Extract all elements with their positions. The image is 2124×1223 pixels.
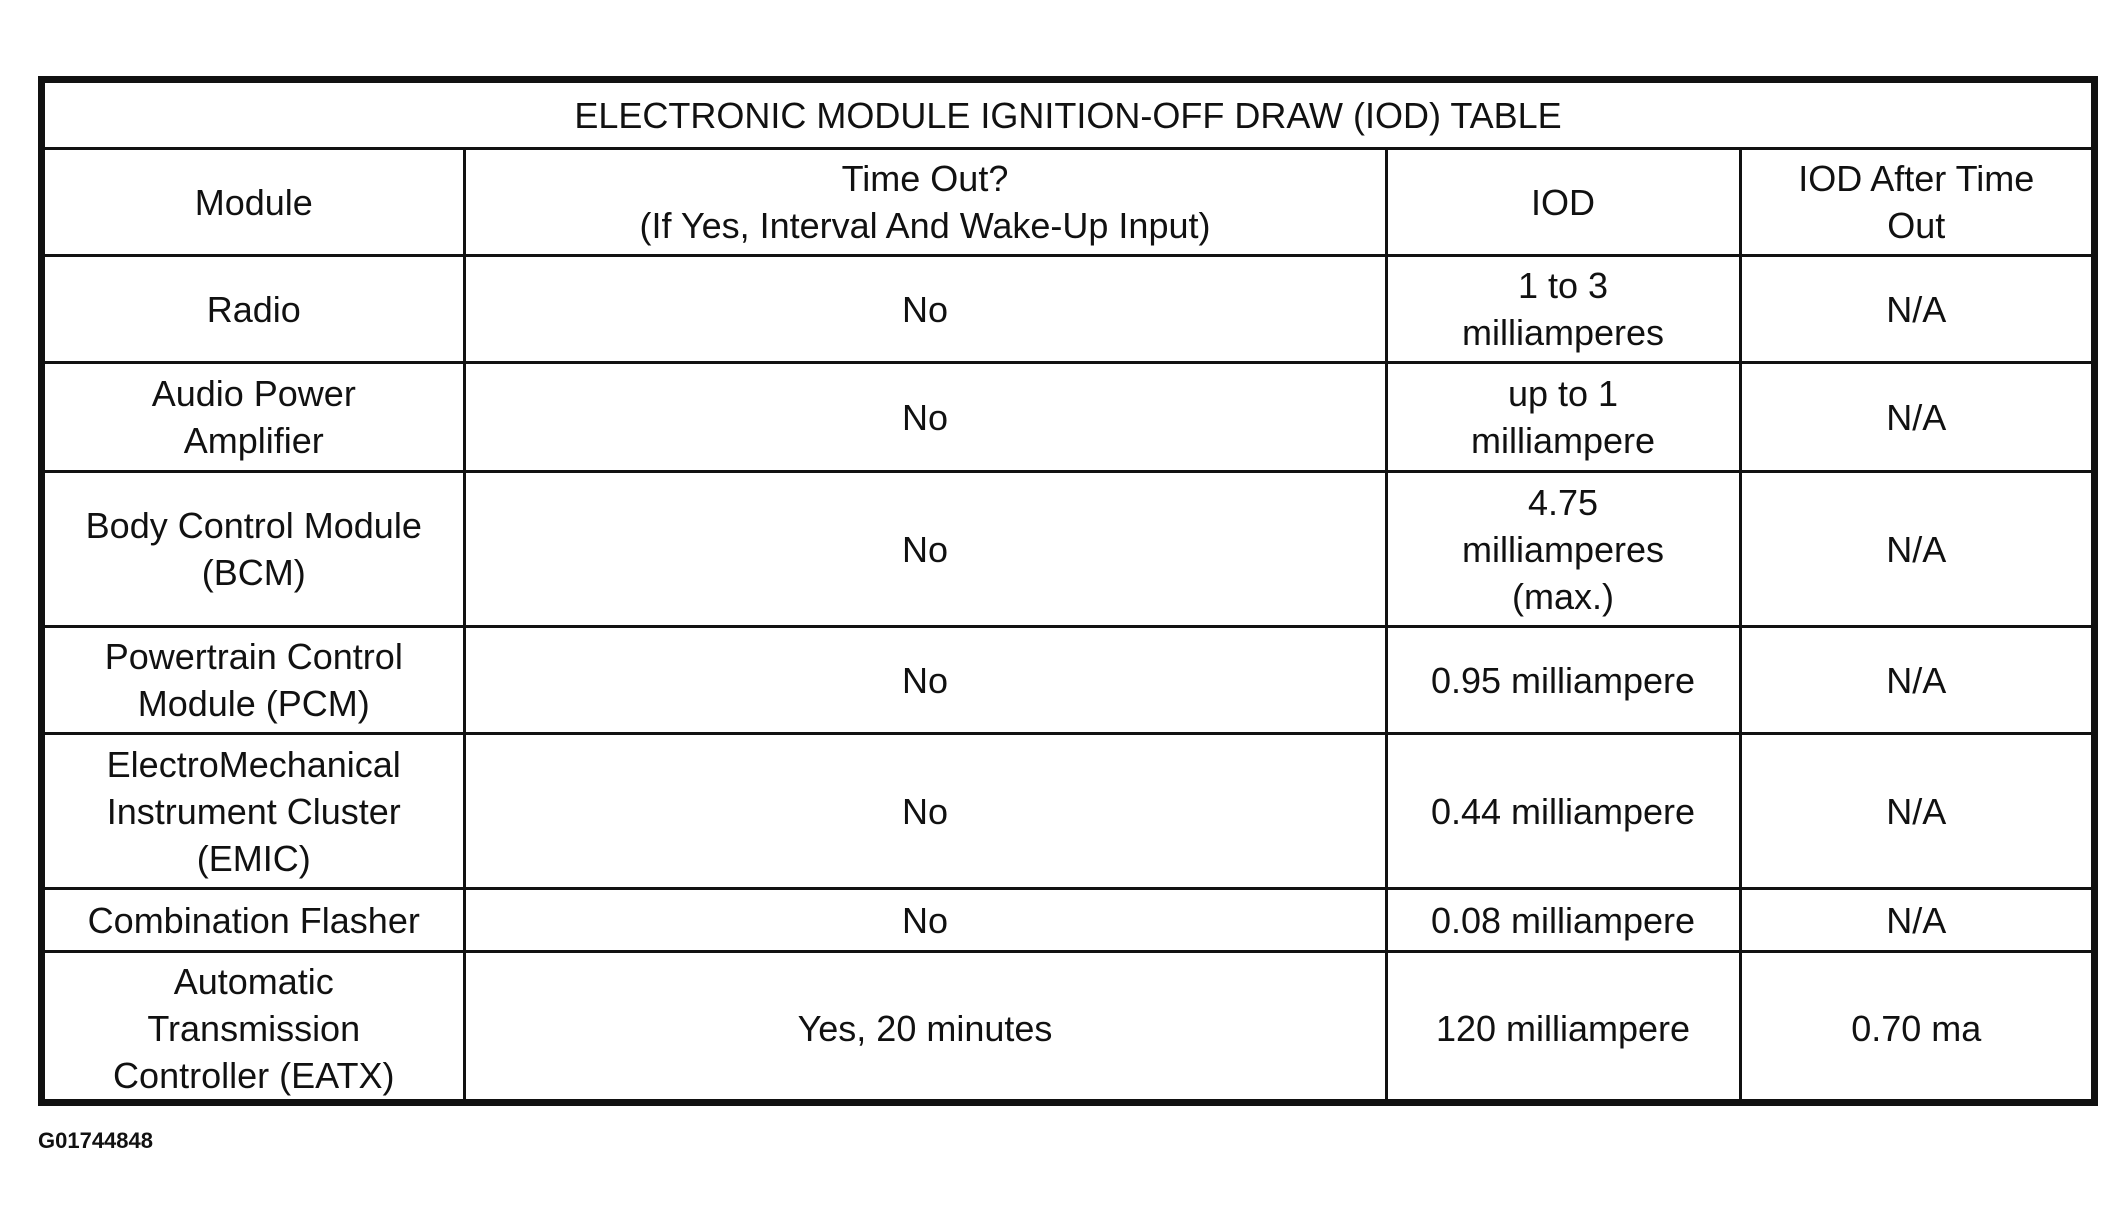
- cell-time-out: No: [464, 627, 1386, 734]
- cell-iod-after: N/A: [1740, 256, 2091, 363]
- cell-time-out: No: [464, 889, 1386, 952]
- cell-iod: 0.08 milliampere: [1386, 889, 1740, 952]
- iod-table-frame: [38, 76, 2098, 1106]
- header-time-out: Time Out? (If Yes, Interval And Wake-Up Input): [464, 149, 1386, 256]
- cell-time-out: Yes, 20 minutes: [464, 952, 1386, 1104]
- cell-iod: 1 to 3 milliamperes: [1386, 256, 1740, 363]
- cell-module: Radio: [45, 256, 464, 363]
- table-row: [45, 256, 2091, 363]
- cell-time-out: No: [464, 472, 1386, 627]
- header-module: Module: [45, 149, 464, 256]
- cell-module: Audio Power Amplifier: [45, 363, 464, 472]
- cell-module: Body Control Module (BCM): [45, 472, 464, 627]
- cell-iod: 0.44 milliampere: [1386, 734, 1740, 889]
- cell-time-out: No: [464, 363, 1386, 472]
- cell-iod-after: 0.70 ma: [1740, 952, 2091, 1104]
- cell-module: Powertrain Control Module (PCM): [45, 627, 464, 734]
- cell-iod: up to 1 milliampere: [1386, 363, 1740, 472]
- table-row: [45, 734, 2091, 889]
- cell-iod: 4.75 milliamperes (max.): [1386, 472, 1740, 627]
- figure-id: G01744848: [38, 1128, 153, 1153]
- table-row: [45, 627, 2091, 734]
- table-row: [45, 363, 2091, 472]
- cell-iod-after: N/A: [1740, 472, 2091, 627]
- cell-iod-after: N/A: [1740, 734, 2091, 889]
- cell-time-out: No: [464, 256, 1386, 363]
- cell-iod-after: N/A: [1740, 627, 2091, 734]
- cell-module: Combination Flasher: [45, 889, 464, 952]
- cell-iod: 120 milliampere: [1386, 952, 1740, 1104]
- table-row: [45, 952, 2091, 1104]
- header-iod-after-time-out: IOD After Time Out: [1740, 149, 2091, 256]
- table-title-row: [45, 83, 2091, 149]
- cell-time-out: No: [464, 734, 1386, 889]
- cell-iod-after: N/A: [1740, 363, 2091, 472]
- cell-iod: 0.95 milliampere: [1386, 627, 1740, 734]
- iod-table: [45, 83, 2091, 1103]
- header-iod: IOD: [1386, 149, 1740, 256]
- table-row: [45, 889, 2091, 952]
- table-title: ELECTRONIC MODULE IGNITION-OFF DRAW (IOD) TABLE: [45, 83, 2091, 149]
- table-header-row: [45, 149, 2091, 256]
- cell-module: ElectroMechanical Instrument Cluster (EMIC): [45, 734, 464, 889]
- cell-iod-after: N/A: [1740, 889, 2091, 952]
- cell-module: Automatic Transmission Controller (EATX): [45, 952, 464, 1104]
- table-row: [45, 472, 2091, 627]
